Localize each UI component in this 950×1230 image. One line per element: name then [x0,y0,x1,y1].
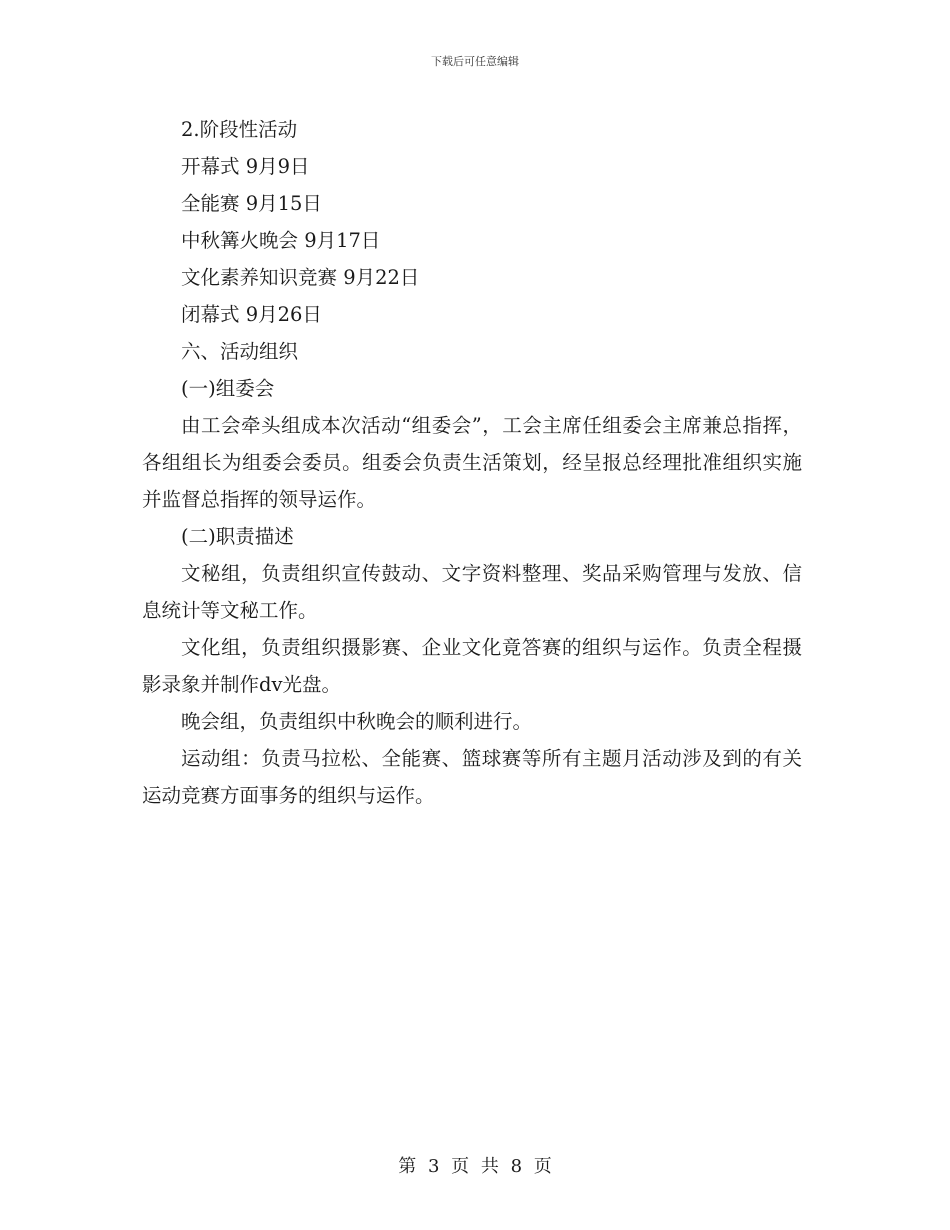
paragraph-gala-group: 晚会组，负责组织中秋晚会的顺利进行。 [181,710,533,733]
header-note: 下载后可任意编辑 [431,55,519,68]
page-number: 第 3 页 共 8 页 [398,1156,552,1177]
paragraph-stage-activities: 2.阶段性活动 [181,118,298,141]
paragraph-committee: 由工会牵头组成本次活动“组委会”，工会主席任组委会主席兼总指挥，各组组长为组委会委员。组委会负责生活策划，经呈报总经理批准组织实施并监督总指挥的领导运作。 [142,414,802,511]
paragraph-bonfire-party: 中秋篝火晚会 9月17日 [181,229,381,252]
subheading-committee: (一)组委会 [181,377,275,400]
paragraph-allround-contest: 全能赛 9月15日 [181,192,322,215]
subheading-duties: (二)职责描述 [181,525,294,548]
paragraph-knowledge-contest: 文化素养知识竞赛 9月22日 [181,266,420,289]
paragraph-sports-group: 运动组：负责马拉松、全能赛、篮球赛等所有主题月活动涉及到的有关运动竞赛方面事务的组织与运作。 [142,747,802,807]
document-body [142,111,802,814]
paragraph-culture-group: 文化组，负责组织摄影赛、企业文化竟答赛的组织与运作。负责全程摄影录象并制作dv光盘。 [142,636,802,696]
paragraph-secretariat-group: 文秘组，负责组织宣传鼓动、文字资料整理、奖品采购管理与发放、信息统计等文秘工作。 [142,562,802,622]
section-heading-organization: 六、活动组织 [181,340,299,363]
paragraph-closing: 闭幕式 9月26日 [181,303,322,326]
paragraph-opening: 开幕式 9月9日 [181,155,310,178]
